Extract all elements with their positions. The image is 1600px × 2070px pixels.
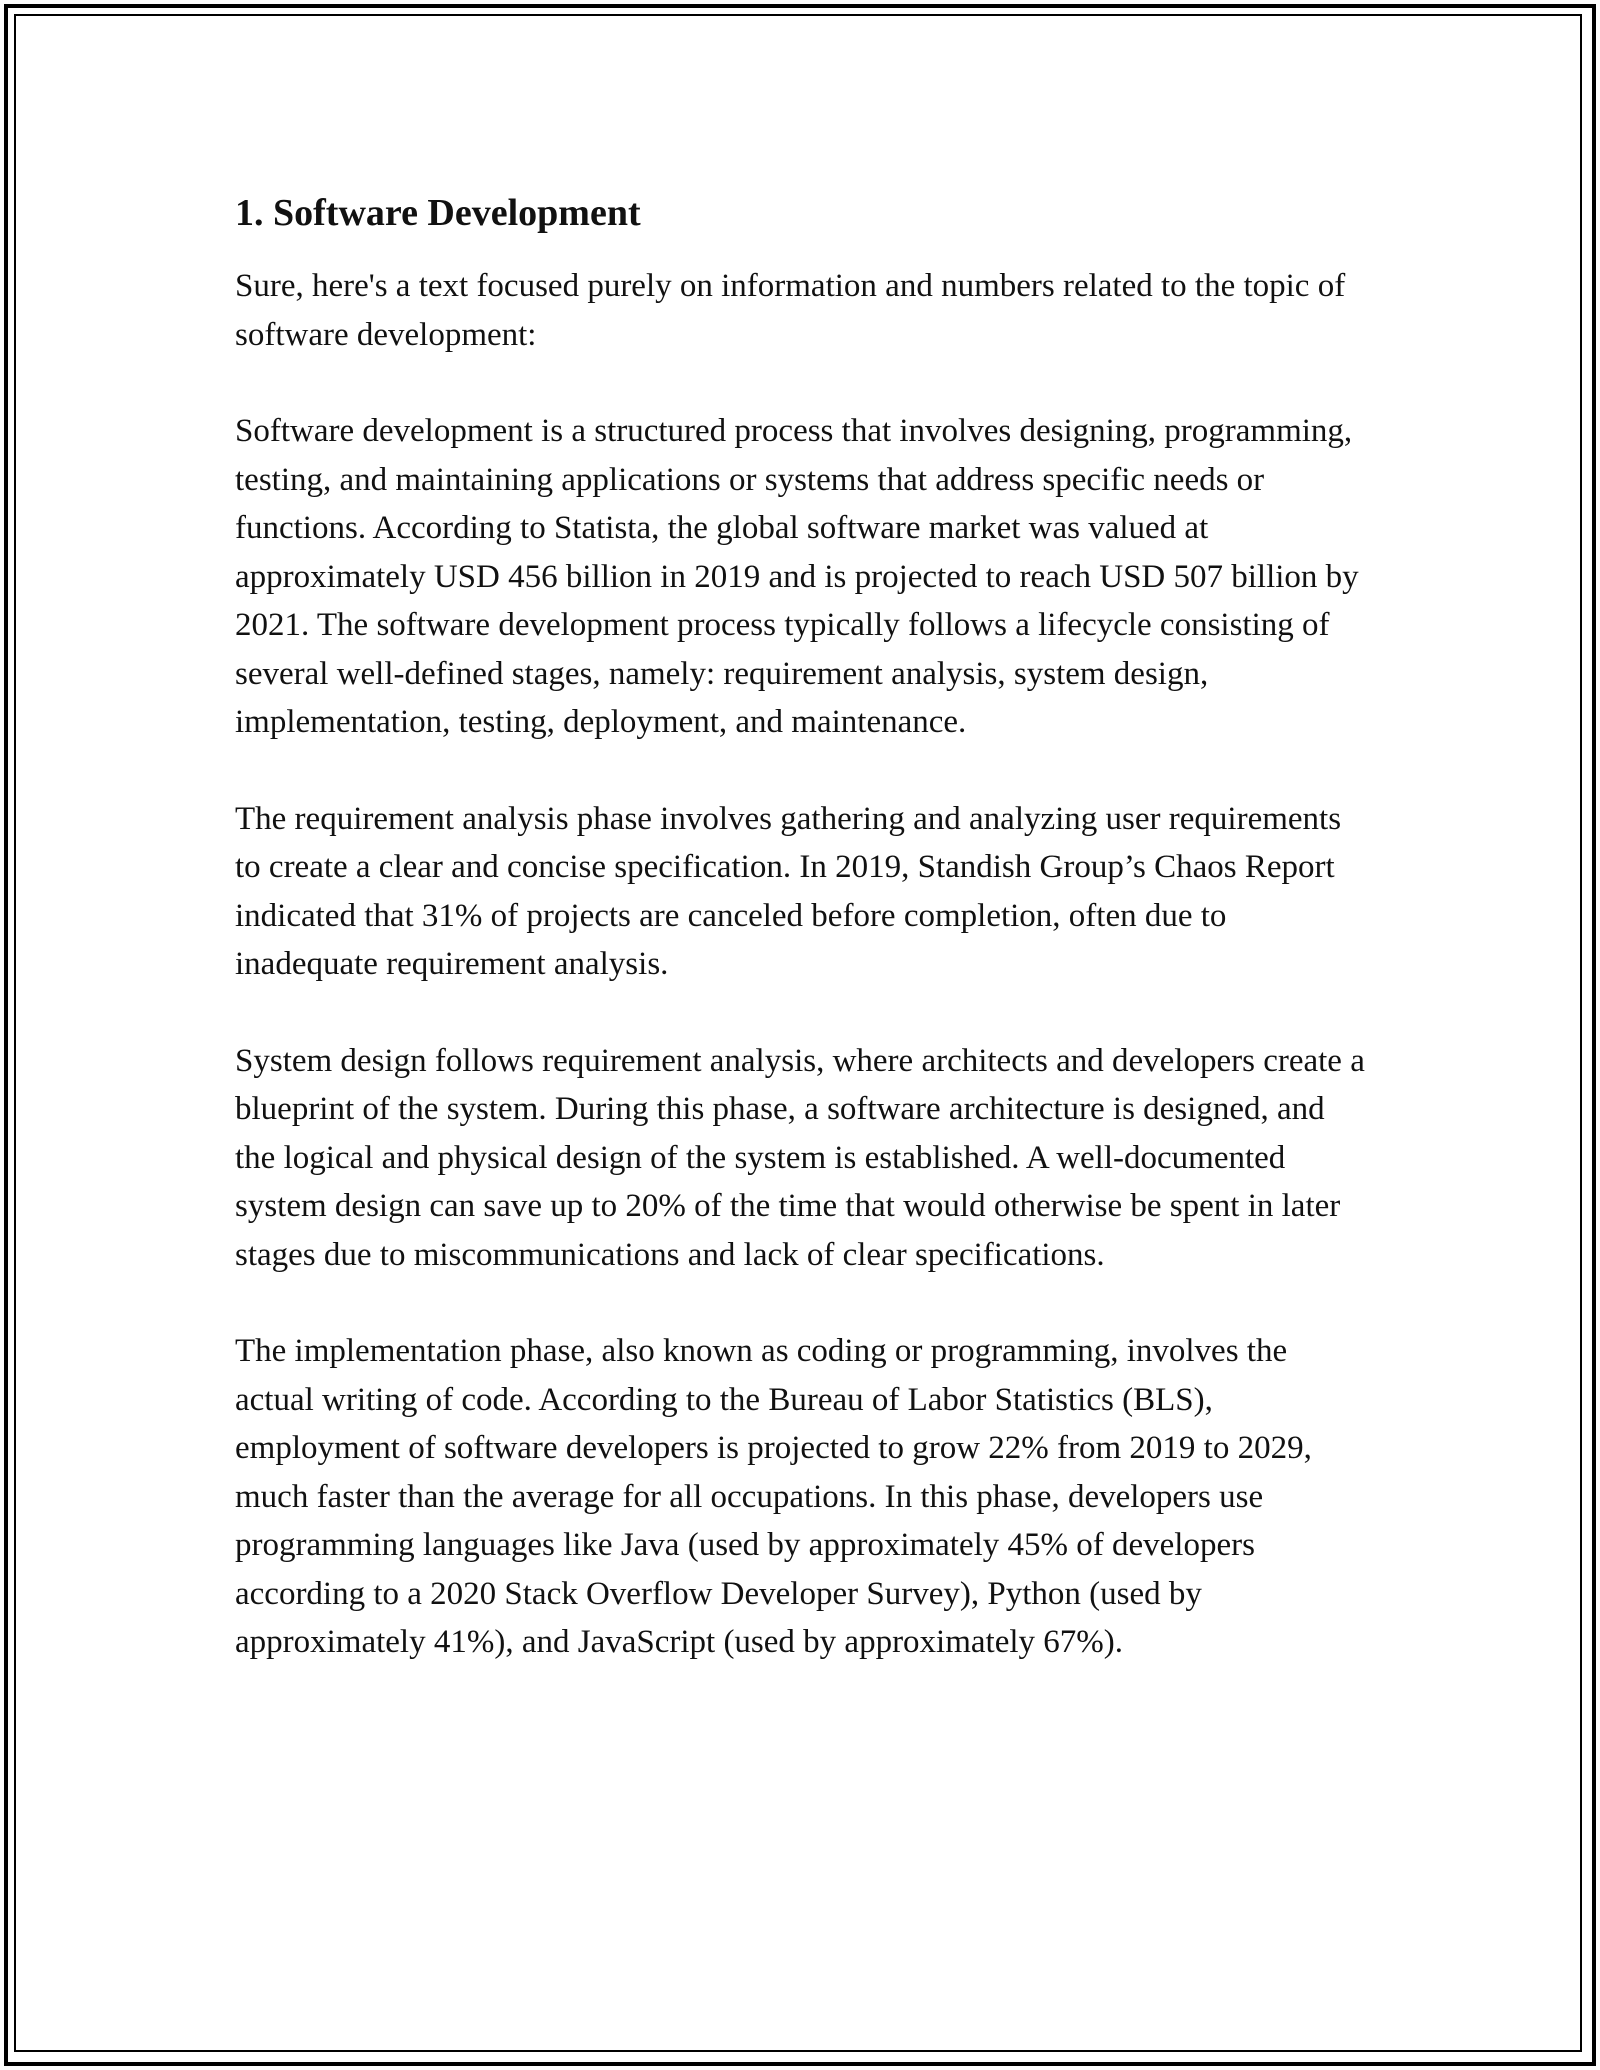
- section-heading: 1. Software Development: [235, 192, 641, 234]
- system-design-paragraph: System design follows requirement analysis, where architects and developers create a blueprint of the system. During this phase, a software architecture is designed, and the logical and physical design of the system is established. A well-documented system design can save up to 20% of the time that would otherwise be spent in later stages due to miscommunications and lack of clear specifications.: [235, 1042, 1365, 1273]
- implementation-paragraph: The implementation phase, also known as coding or programming, involves the actual writing of code. According to the Bureau of Labor Statistics (BLS), employment of software developers is projected to grow 22% from 2019 to 2029, much faster than the average for all occupations. In this phase, developers use programming languages like Java (used by approximately 45% of developers according to a 2020 Stack Overflow Developer Survey), Python (used by approximately 41%), and JavaScript (used by approximately 67%).: [235, 1333, 1312, 1660]
- overview-paragraph: Software development is a structured process that involves designing, programming, testing, and maintaining applications or systems that address specific needs or functions. According to Statista, the global software market was valued at approximately USD 456 billion in 2019 and is projected to reach USD 507 billion by 2021. The software development process typically follows a lifecycle consisting of several well-defined stages, namely: requirement analysis, system design, implementation, testing, deployment, and maintenance.: [235, 413, 1359, 740]
- requirement-analysis-paragraph: The requirement analysis phase involves gathering and analyzing user requirements to create a clear and concise specification. In 2019, Standish Group’s Chaos Report indicated that 31% of projects are canceled before completion, often due to inadequate requirement analysis.: [235, 800, 1342, 982]
- intro-paragraph: Sure, here's a text focused purely on information and numbers related to the topic of software development:: [235, 268, 1346, 353]
- document-body: [235, 184, 1365, 1667]
